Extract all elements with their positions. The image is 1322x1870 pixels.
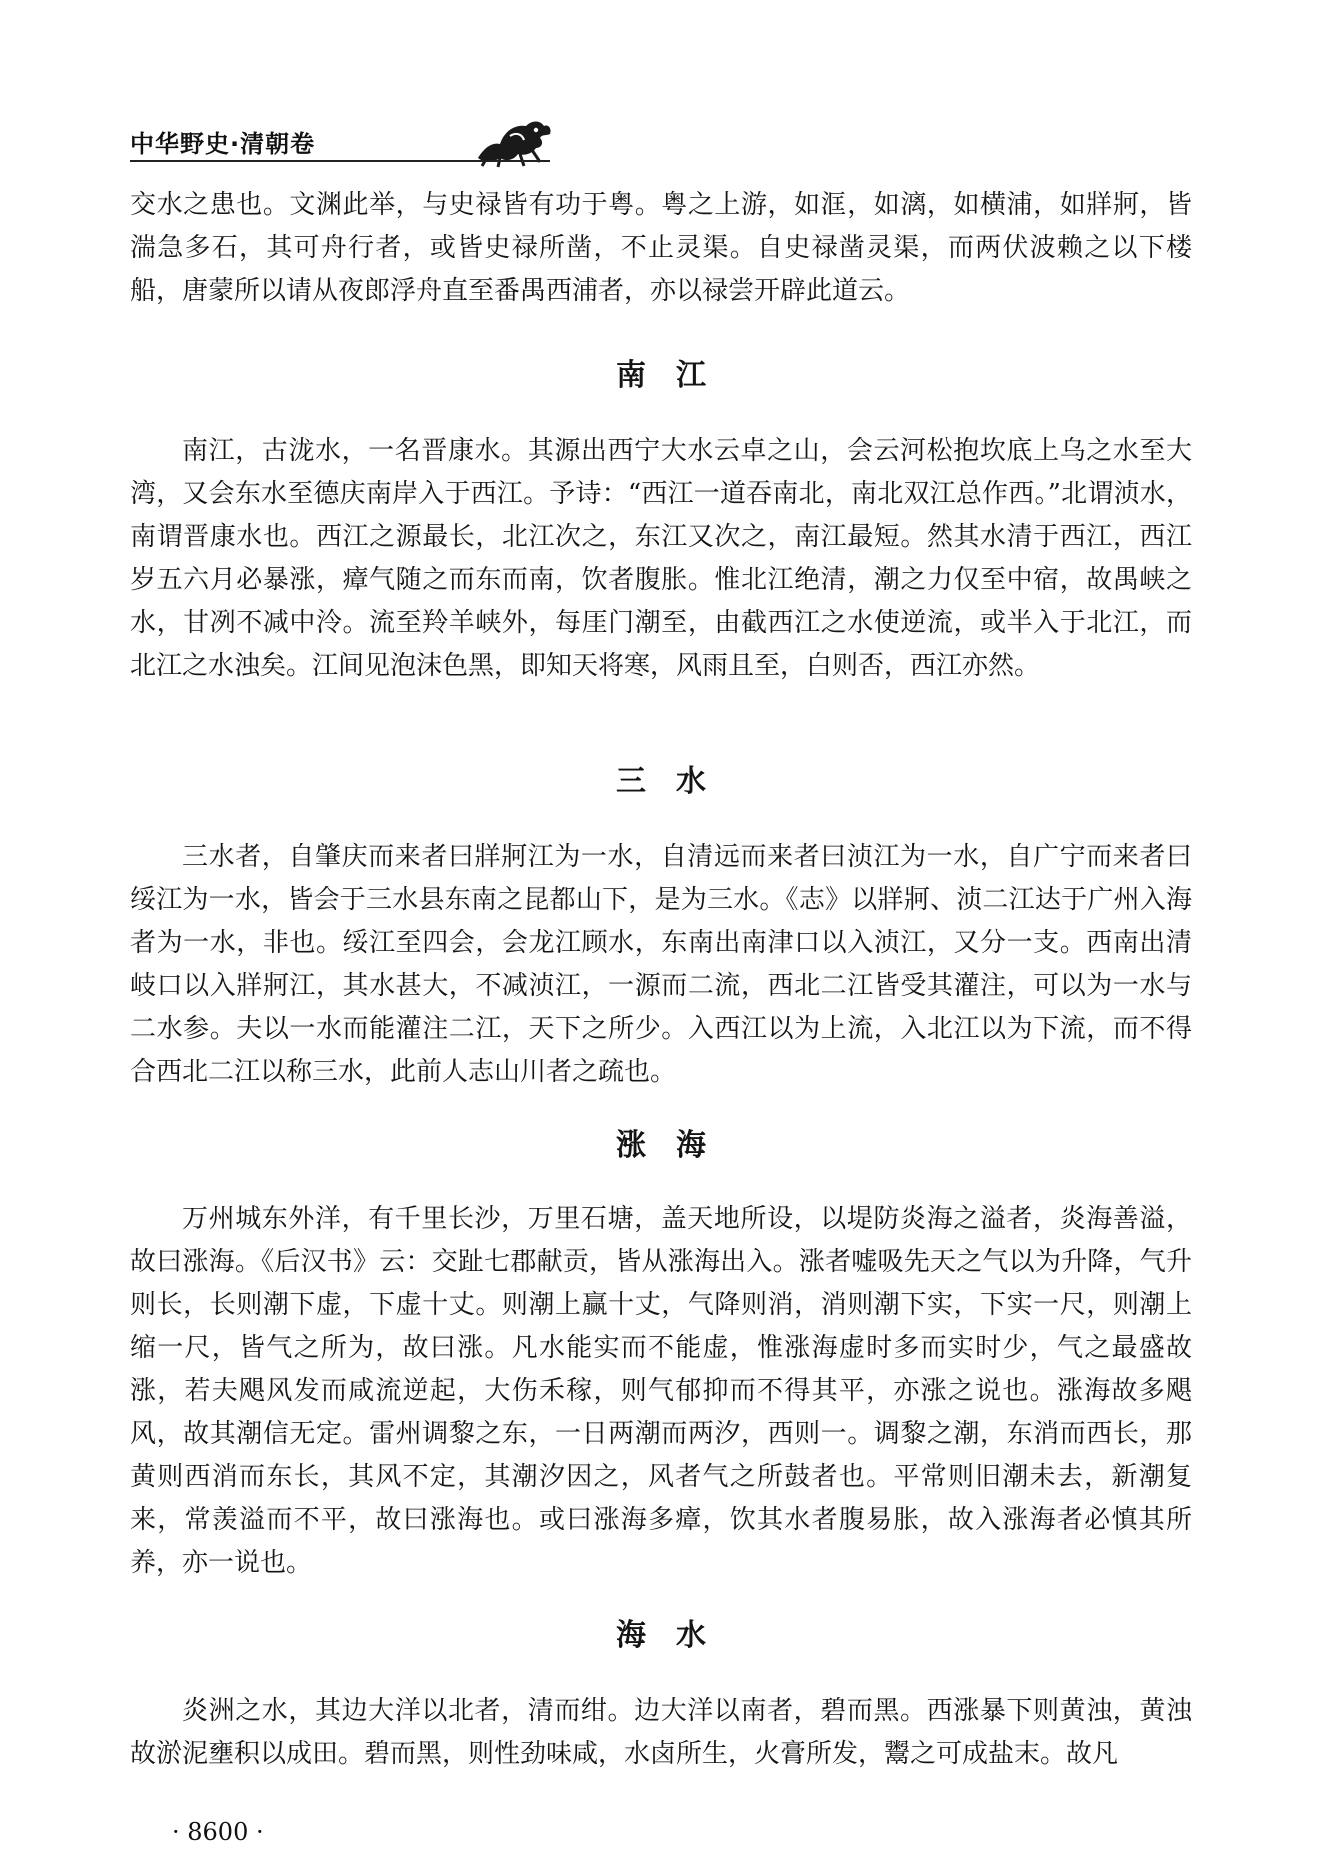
section-heading-sanshui: 三 水 xyxy=(616,764,706,799)
section-body-haishui xyxy=(130,1690,1192,1776)
section-heading-zhanghai: 涨 海 xyxy=(616,1128,706,1163)
section-body-zhanghai xyxy=(130,1198,1192,1585)
running-header-title: 中华野史·清朝卷 xyxy=(130,130,316,158)
section-body-sanshui xyxy=(130,836,1192,1094)
section-paragraph: 炎洲之水，其边大洋以北者，清而绀。边大洋以南者，碧而黑。西涨暴下则黄浊，黄浊故淤泥壅积以成田。碧而黑，则性劲味咸，水卤所生，火膏所发，鬻之可成盐末。故凡 xyxy=(130,1696,1192,1769)
section-heading-nanjiang: 南 江 xyxy=(616,358,706,393)
section-heading-haishui: 海 水 xyxy=(616,1618,706,1653)
section-paragraph: 三水者，自肇庆而来者曰牂牁江为一水，自清远而来者曰浈江为一水，自广宁而来者曰绥江为一水，皆会于三水县东南之昆都山下，是为三水。《志》以牂牁、浈二江达于广州入海者为一水，非也。绥江至四会，会龙江顾水，东南出南津口以入浈江，又分一支。西南出清岐口以入牂牁江，其水甚大，不减浈江，一源而二流，西北二江皆受其灌注，可以为一水与二水参。夫以一水而能灌注二江，天下之所少。入西江以为上流，入北江以为下流，而不得合西北二江以称三水，此前人志山川者之疏也。 xyxy=(130,842,1192,1087)
intro-paragraph-block xyxy=(130,184,1192,313)
section-paragraph: 万州城东外洋，有千里长沙，万里石塘，盖天地所设，以堤防炎海之溢者，炎海善溢，故曰涨海。《后汉书》云：交趾七郡献贡，皆从涨海出入。涨者嘘吸先天之气以为升降，气升则长，长则潮下虚，下虚十丈。则潮上赢十丈，气降则消，消则潮下实，下实一尺，则潮上缩一尺，皆气之所为，故曰涨。凡水能实而不能虚，惟涨海虚时多而实时少，气之最盛故涨，若夫飓风发而咸流逆起，大伤禾稼，则气郁抑而不得其平，亦涨之说也。涨海故多飓风，故其潮信无定。雷州调黎之东，一日两潮而两汐，西则一。调黎之潮，东消而西长，那黄则西消而东长，其风不定，其潮汐因之，风者气之所鼓者也。平常则旧潮未去，新潮复来，常羡溢而不平，故曰涨海也。或曰涨海多瘴，饮其水者腹易胀，故入涨海者必慎其所养，亦一说也。 xyxy=(130,1204,1192,1578)
running-header xyxy=(130,112,550,172)
section-body-nanjiang xyxy=(130,430,1192,688)
header-rule xyxy=(130,160,550,162)
page-number: · 8600 · xyxy=(172,1818,264,1846)
section-paragraph: 南江，古泷水，一名晋康水。其源出西宁大水云卓之山，会云河松抱坎底上乌之水至大湾，又会东水至德庆南岸入于西江。予诗：“西江一道吞南北，南北双江总作西。”北谓浈水，南谓晋康水也。西江之源最长，北江次之，东江又次之，南江最短。然其水清于西江，西江岁五六月必暴涨，瘴气随之而东而南，饮者腹胀。惟北江绝清，潮之力仅至中宿，故禺峡之水，甘冽不减中泠。流至羚羊峡外，每厓门潮至，由截西江之水使逆流，或半入于北江，而北江之水浊矣。江间见泡沫色黑，即知天将寒，风雨且至，白则否，西江亦然。 xyxy=(130,436,1192,681)
intro-paragraph: 交水之患也。文渊此举，与史禄皆有功于粤。粤之上游，如洭，如漓，如横浦，如牂牁，皆湍急多石，其可舟行者，或皆史禄所凿，不止灵渠。自史禄凿灵渠，而两伏波赖之以下楼船，唐蒙所以请从夜郎浮舟直至番禺西浦者，亦以禄尝开辟此道云。 xyxy=(130,190,1192,306)
